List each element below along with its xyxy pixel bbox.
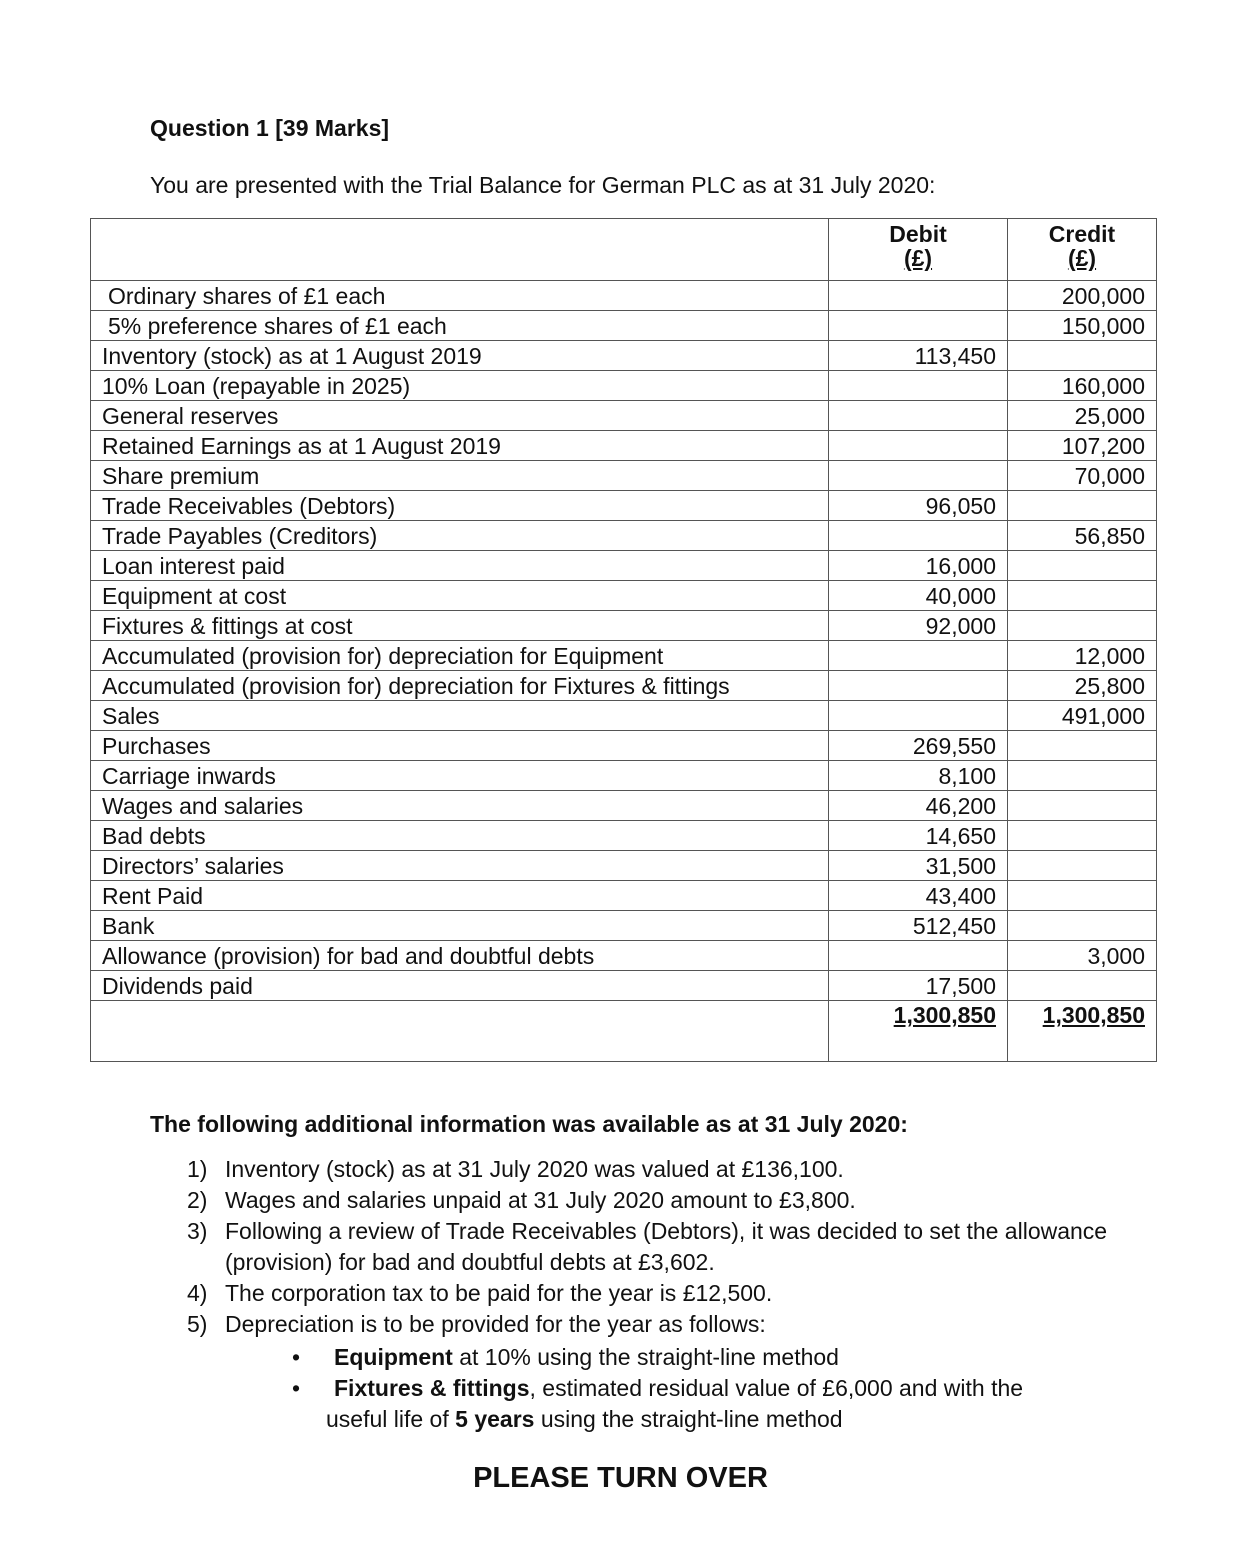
row-label: Accumulated (provision for) depreciation for Equipment — [91, 641, 829, 671]
list-item-text: Following a review of Trade Receivables (Debtors), it was decided to set the allowance (provision) for bad and doubtful debts at £3,602. — [225, 1218, 1108, 1275]
additional-info-heading: The following additional information was available as at 31 July 2020: — [150, 1111, 908, 1137]
table-row — [91, 401, 1157, 431]
row-label: Share premium — [91, 461, 829, 491]
row-credit: 150,000 — [1008, 311, 1157, 341]
row-credit — [1008, 821, 1157, 851]
list-item-number: 1) — [187, 1156, 208, 1182]
list-item-number: 4) — [187, 1280, 208, 1306]
depreciation-detail: at 10% using the straight-line method — [452, 1344, 839, 1370]
list-item — [187, 1309, 1117, 1340]
table-row — [91, 971, 1157, 1001]
table-row — [91, 941, 1157, 971]
table-row — [91, 911, 1157, 941]
depreciation-item-fixtures — [292, 1373, 1112, 1435]
table-row — [91, 281, 1157, 311]
row-credit: 56,850 — [1008, 521, 1157, 551]
intro-text: You are presented with the Trial Balance for German PLC as at 31 July 2020: — [150, 172, 936, 198]
row-label: Bad debts — [91, 821, 829, 851]
row-debit — [829, 701, 1008, 731]
row-credit — [1008, 731, 1157, 761]
header-blank — [91, 219, 829, 281]
row-debit: 17,500 — [829, 971, 1008, 1001]
row-label: 10% Loan (repayable in 2025) — [91, 371, 829, 401]
row-debit: 40,000 — [829, 581, 1008, 611]
row-label: General reserves — [91, 401, 829, 431]
list-item — [187, 1154, 1117, 1185]
row-credit — [1008, 971, 1157, 1001]
table-row — [91, 371, 1157, 401]
row-debit — [829, 431, 1008, 461]
row-debit: 92,000 — [829, 611, 1008, 641]
list-item — [187, 1278, 1117, 1309]
table-total-row — [91, 1001, 1157, 1062]
total-debit-cell — [829, 1001, 1008, 1062]
table-header-row — [91, 219, 1157, 281]
row-credit: 25,800 — [1008, 671, 1157, 701]
depreciation-detail-cont: useful life of — [326, 1406, 456, 1432]
row-label: Purchases — [91, 731, 829, 761]
depreciation-detail-end: using the straight-line method — [534, 1406, 843, 1432]
bullet-icon: • — [292, 1344, 301, 1370]
row-credit — [1008, 491, 1157, 521]
row-label: Trade Receivables (Debtors) — [91, 491, 829, 521]
table-row — [91, 791, 1157, 821]
table-row — [91, 671, 1157, 701]
depreciation-item-equipment — [292, 1342, 1112, 1373]
total-blank — [91, 1001, 829, 1062]
row-debit — [829, 671, 1008, 701]
row-credit — [1008, 551, 1157, 581]
useful-life: 5 years — [455, 1406, 535, 1432]
table-row — [91, 491, 1157, 521]
list-item-number: 5) — [187, 1311, 208, 1337]
row-credit — [1008, 851, 1157, 881]
row-label: Equipment at cost — [91, 581, 829, 611]
header-credit — [1008, 219, 1157, 281]
row-credit: 25,000 — [1008, 401, 1157, 431]
row-debit — [829, 401, 1008, 431]
row-debit — [829, 641, 1008, 671]
row-debit: 31,500 — [829, 851, 1008, 881]
row-label: Trade Payables (Creditors) — [91, 521, 829, 551]
row-debit — [829, 461, 1008, 491]
table-row — [91, 461, 1157, 491]
table-row — [91, 341, 1157, 371]
row-label: Accumulated (provision for) depreciation for Fixtures & fittings — [91, 671, 829, 701]
row-label: Wages and salaries — [91, 791, 829, 821]
total-debit: 1,300,850 — [893, 1002, 996, 1028]
row-label: Rent Paid — [91, 881, 829, 911]
table-row — [91, 581, 1157, 611]
depreciation-detail: , estimated residual value of £6,000 and with the — [529, 1375, 1024, 1401]
table-row — [91, 731, 1157, 761]
table-row — [91, 521, 1157, 551]
row-label: Loan interest paid — [91, 551, 829, 581]
table-row — [91, 641, 1157, 671]
trial-balance-table — [90, 218, 1157, 1062]
row-debit — [829, 521, 1008, 551]
table-row — [91, 701, 1157, 731]
row-credit: 107,200 — [1008, 431, 1157, 461]
row-credit — [1008, 581, 1157, 611]
row-credit: 160,000 — [1008, 371, 1157, 401]
row-label: Inventory (stock) as at 1 August 2019 — [91, 341, 829, 371]
list-item-text: Inventory (stock) as at 31 July 2020 was valued at £136,100. — [225, 1156, 844, 1182]
list-item-number: 2) — [187, 1187, 208, 1213]
row-debit: 113,450 — [829, 341, 1008, 371]
row-label: Bank — [91, 911, 829, 941]
row-credit — [1008, 911, 1157, 941]
header-debit-label: Debit — [889, 221, 947, 247]
row-label: Carriage inwards — [91, 761, 829, 791]
row-label: Directors’ salaries — [91, 851, 829, 881]
table-body — [91, 281, 1157, 1062]
table-row — [91, 551, 1157, 581]
list-item — [187, 1185, 1117, 1216]
list-item-text: Depreciation is to be provided for the year as follows: — [225, 1311, 766, 1337]
depreciation-asset-name: Equipment — [334, 1344, 453, 1370]
row-credit: 491,000 — [1008, 701, 1157, 731]
row-credit: 200,000 — [1008, 281, 1157, 311]
header-debit-unit: (£) — [903, 245, 933, 271]
question-title: Question 1 [39 Marks] — [150, 115, 390, 141]
total-credit-cell — [1008, 1001, 1157, 1062]
please-turn-over: PLEASE TURN OVER — [473, 1462, 768, 1494]
row-debit: 14,650 — [829, 821, 1008, 851]
row-credit — [1008, 761, 1157, 791]
row-debit: 269,550 — [829, 731, 1008, 761]
row-label: Allowance (provision) for bad and doubtful debts — [91, 941, 829, 971]
row-debit: 43,400 — [829, 881, 1008, 911]
row-credit — [1008, 881, 1157, 911]
additional-info-list — [187, 1154, 1117, 1340]
row-debit — [829, 941, 1008, 971]
row-credit — [1008, 341, 1157, 371]
row-label: 5% preference shares of £1 each — [91, 311, 829, 341]
header-credit-label: Credit — [1048, 221, 1116, 247]
row-debit: 16,000 — [829, 551, 1008, 581]
table-row — [91, 851, 1157, 881]
depreciation-asset-name: Fixtures & fittings — [334, 1375, 530, 1401]
row-label: Retained Earnings as at 1 August 2019 — [91, 431, 829, 461]
row-credit — [1008, 791, 1157, 821]
table-row — [91, 431, 1157, 461]
bullet-icon: • — [292, 1375, 301, 1401]
list-item-text: Wages and salaries unpaid at 31 July 2020 amount to £3,800. — [225, 1187, 856, 1213]
row-debit: 8,100 — [829, 761, 1008, 791]
row-credit: 70,000 — [1008, 461, 1157, 491]
row-debit — [829, 311, 1008, 341]
row-credit: 12,000 — [1008, 641, 1157, 671]
table-row — [91, 821, 1157, 851]
header-debit — [829, 219, 1008, 281]
header-credit-unit: (£) — [1067, 245, 1097, 271]
table-row — [91, 311, 1157, 341]
total-credit: 1,300,850 — [1042, 1002, 1145, 1028]
row-label: Sales — [91, 701, 829, 731]
list-item-text: The corporation tax to be paid for the year is £12,500. — [225, 1280, 773, 1306]
row-label: Ordinary shares of £1 each — [91, 281, 829, 311]
row-label: Dividends paid — [91, 971, 829, 1001]
row-debit — [829, 281, 1008, 311]
list-item — [187, 1216, 1117, 1278]
table-row — [91, 611, 1157, 641]
row-debit — [829, 371, 1008, 401]
row-debit: 512,450 — [829, 911, 1008, 941]
depreciation-list — [292, 1342, 1112, 1435]
list-item-number: 3) — [187, 1218, 208, 1244]
row-debit: 96,050 — [829, 491, 1008, 521]
table-row — [91, 761, 1157, 791]
row-credit — [1008, 611, 1157, 641]
table-row — [91, 881, 1157, 911]
row-label: Fixtures & fittings at cost — [91, 611, 829, 641]
row-credit: 3,000 — [1008, 941, 1157, 971]
row-debit: 46,200 — [829, 791, 1008, 821]
